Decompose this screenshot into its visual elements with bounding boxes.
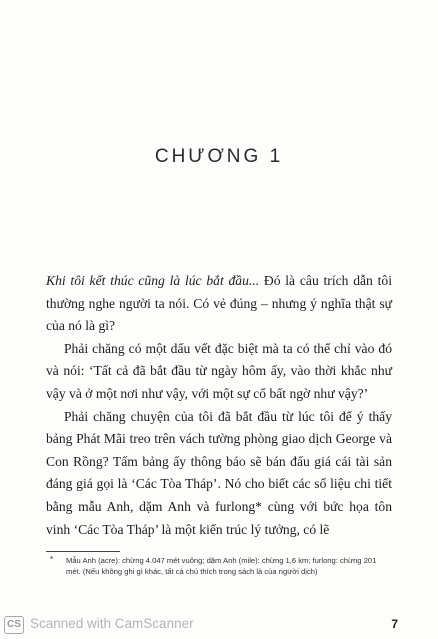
camscanner-logo-icon: CS	[4, 616, 24, 634]
footnote-divider	[46, 551, 120, 552]
body-text	[46, 270, 392, 541]
scanner-watermark: Scanned with CamScanner	[30, 616, 194, 631]
paragraph-3: Phải chăng chuyện của tôi đã bắt đầu từ lúc tôi để ý thấy bảng Phát Mãi treo trên vách tường phòng giao dịch George và Con Rồng? Tấm bảng ấy thông báo sẽ bán đấu giá cái tài sản đáng giá gọi là ‘Các Tòa Tháp’. Nó cho biết các số liệu chi tiết bằng mẫu Anh, dặm Anh và furlong* cùng với bức họa tôn vinh ‘Các Tòa Tháp’ là một kiến trúc lý tưởng, có lẽ	[46, 408, 392, 537]
chapter-heading: CHƯƠNG 1	[154, 146, 284, 167]
page-footer	[0, 614, 438, 639]
paragraph-1	[46, 270, 392, 338]
opening-quote: Khi tôi kết thúc cũng là lúc bắt đầu...	[46, 273, 260, 288]
paragraph-2: Phải chăng có một dấu vết đặc biệt mà ta có thể chỉ vào đó và nói: ‘Tất cả đã bắt đầu từ ngày hôm ấy, vào thời khắc như vậy và ở một nơi như vậy, với một sự cố bất ngờ như vậy?’	[46, 340, 392, 401]
paragraph-1-text: Đó là câu trích dẫn tôi thường nghe người ta nói. Có vẻ đúng – nhưng ý nghĩa thật sự của nó là gì?	[46, 273, 392, 334]
page-number: 7	[391, 617, 398, 631]
footnote-marker: *	[50, 555, 54, 564]
footnote: Mẫu Anh (acre): chừng 4.047 mét vuông; dặm Anh (mile): chừng 1,6 km; furlong: chừng 201 mét. (Nếu không ghi gì khác, tất cả chú thích trong sách là của người dịch)	[66, 556, 377, 576]
